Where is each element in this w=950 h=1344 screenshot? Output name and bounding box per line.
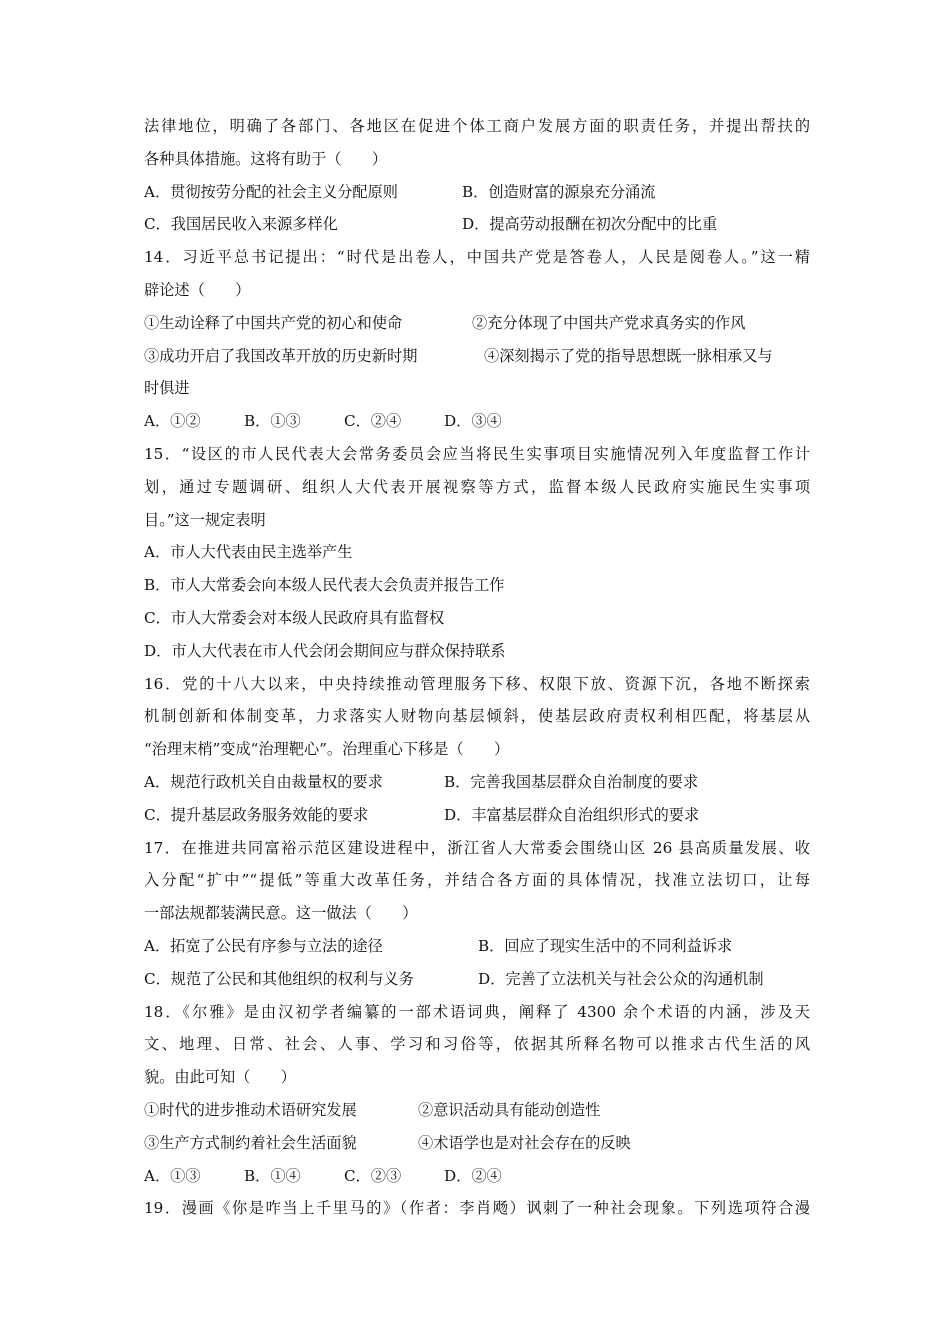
q14-item-1: ①生动诠释了中国共产党的初心和使命: [144, 313, 403, 332]
q13-options-row-1: [144, 176, 810, 209]
q17-option-b: B．回应了现实生活中的不同利益诉求: [478, 936, 733, 955]
q13-option-a: A．贯彻按劳分配的社会主义分配原则: [144, 182, 398, 201]
q15-option-c: C．市人大常委会对本级人民政府具有监督权: [144, 608, 445, 627]
q14-items-row-1: [144, 307, 810, 340]
q18-items-row-1: [144, 1094, 810, 1127]
q16-options-row-1: [144, 766, 810, 799]
q17-option-c: C．规范了公民和其他组织的权利与义务: [144, 969, 414, 988]
q13-stem-line-1: 法律地位，明确了各部门、各地区在促进个体工商户发展方面的职责任务，并提出帮扶的: [144, 117, 810, 135]
q17-option-d: D．完善了立法机关与社会公众的沟通机制: [478, 969, 764, 988]
q18-choice-a: A．①③: [144, 1166, 201, 1185]
q15-option-d: D．市人大代表在市人代会闭会期间应与群众保持联系: [144, 641, 506, 660]
q14-choice-d: D．③④: [444, 412, 502, 431]
q13-option-b: B．创造财富的源泉充分涌流: [462, 182, 656, 201]
q16-stem-line-2: 机制创新和体制变革，力求落实人财物向基层倾斜，使基层政府责权利相匹配，将基层从: [144, 707, 810, 726]
q16-stem-line-1: 16．党的十八大以来，中央持续推动管理服务下移、权限下放、资源下沉，各地不断探索: [144, 674, 810, 693]
q14-choice-c: C．②④: [344, 412, 402, 431]
q18-stem-line-1: 18．《尔雅》是由汉初学者编纂的一部术语词典，阐释了 4300 余个术语的内涵，涉及天: [144, 1002, 810, 1021]
q18-items-row-2: [144, 1127, 810, 1160]
q15-stem-line-3: 目。”这一规定表明: [144, 510, 266, 529]
q17-stem-line-1: 17．在推进共同富裕示范区建设进程中，浙江省人大常委会围绕山区 26 县高质量发展、收: [144, 838, 810, 857]
q18-item-4: ④术语学也是对社会存在的反映: [418, 1133, 631, 1152]
q16-options-row-2: [144, 799, 810, 832]
q16-option-c: C．提升基层政务服务效能的要求: [144, 805, 369, 824]
q17-stem-line-3: 一部法规都装满民意。这一做法（ ）: [144, 904, 418, 923]
q16-stem-line-3: “治理末梢”变成“治理靶心”。治理重心下移是（ ）: [144, 740, 510, 759]
q18-stem-line-3: 貌。由此可知（ ）: [144, 1068, 296, 1087]
q16-option-a: A．规范行政机关自由裁量权的要求: [144, 772, 383, 791]
q18-choice-b: B．①④: [244, 1166, 301, 1185]
q18-item-1: ①时代的进步推动术语研究发展: [144, 1100, 357, 1119]
q14-item-4-continuation: 时俱进: [144, 379, 190, 398]
q18-choices: [144, 1160, 810, 1193]
q13-option-d: D．提高劳动报酬在初次分配中的比重: [462, 215, 718, 234]
q15-stem-line-2: 划，通过专题调研、组织人大代表开展视察等方式，监督本级人民政府实施民生实事项: [144, 477, 810, 496]
q13-stem-line-2: 各种具体措施。这将有助于（ ）: [144, 149, 387, 168]
q19-stem-line-1: 19．漫画《你是咋当上千里马的》（作者：李肖飏）讽刺了一种社会现象。下列选项符合漫: [144, 1199, 810, 1218]
q15-stem-line-1: 15．“设区的市人民代表大会常务委员会应当将民生实事项目实施情况列入年度监督工作计: [144, 444, 810, 463]
q18-stem-line-2: 文、地理、日常、社会、人事、学习和习俗等，依据其所释名物可以推求古代生活的风: [144, 1035, 810, 1054]
q16-option-b: B．完善我国基层群众自治制度的要求: [444, 772, 699, 791]
q15-option-b: B．市人大常委会向本级人民代表大会负责并报告工作: [144, 576, 505, 595]
q18-item-3: ③生产方式制约着社会生活面貌: [144, 1133, 357, 1152]
q14-stem-line-1: 14．习近平总书记提出：“时代是出卷人，中国共产党是答卷人，人民是阅卷人。”这一精: [144, 248, 810, 267]
q17-options-row-1: [144, 930, 810, 963]
q14-item-2: ②充分体现了中国共产党求真务实的作风: [472, 313, 746, 332]
q18-choice-d: D．②④: [444, 1166, 502, 1185]
q16-option-d: D．丰富基层群众自治组织形式的要求: [444, 805, 700, 824]
q17-stem-line-2: 入分配“扩中”“提低”等重大改革任务，并结合各方面的具体情况，找准立法切口，让每: [144, 871, 810, 890]
q13-option-c: C．我国居民收入来源多样化: [144, 215, 338, 234]
exam-content: [144, 110, 810, 1225]
q14-choices: [144, 405, 810, 438]
q14-choice-a: A．①②: [144, 412, 201, 431]
q18-item-2: ②意识活动具有能动创造性: [418, 1100, 601, 1119]
q15-option-a: A．市人大代表由民主选举产生: [144, 543, 353, 562]
q14-stem-line-2: 辟论述（ ）: [144, 280, 251, 299]
q14-item-3: ③成功开启了我国改革开放的历史新时期: [144, 346, 418, 365]
q17-options-row-2: [144, 963, 810, 996]
q14-item-4: ④深刻揭示了党的指导思想既一脉相承又与: [484, 346, 773, 365]
q18-choice-c: C．②③: [344, 1166, 402, 1185]
q17-option-a: A．拓宽了公民有序参与立法的途径: [144, 936, 383, 955]
q14-items-row-2: [144, 340, 810, 373]
q13-options-row-2: [144, 208, 810, 241]
q14-choice-b: B．①③: [244, 412, 301, 431]
